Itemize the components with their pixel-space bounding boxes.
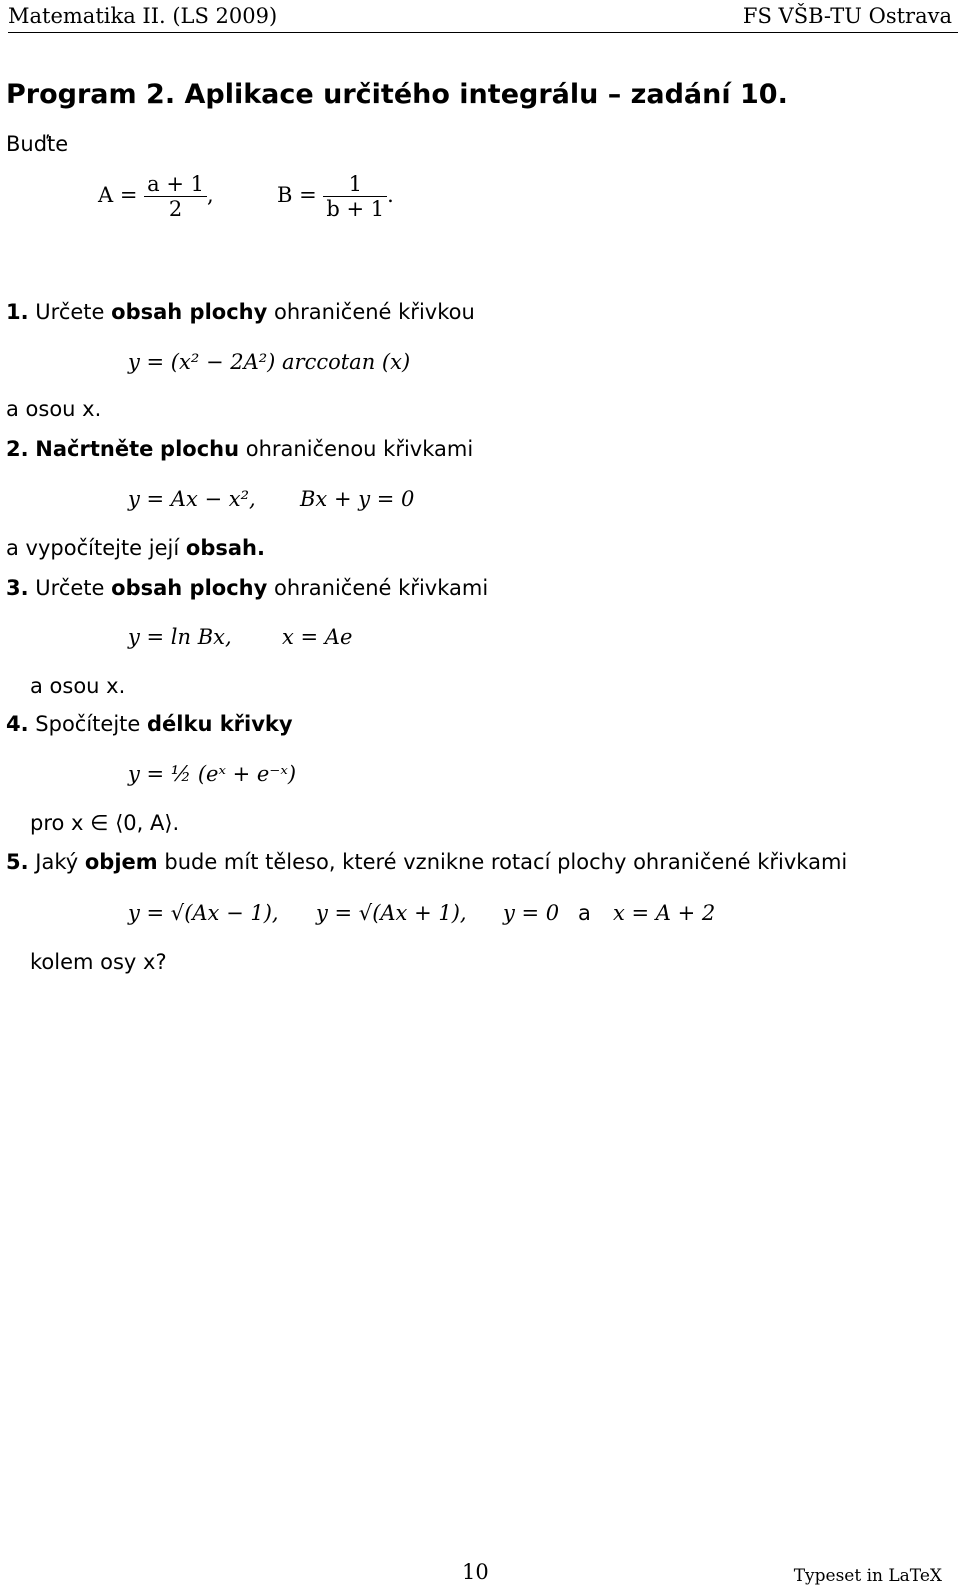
task-5-formula-2: y = √(Ax + 1), xyxy=(316,901,467,925)
task-2-formula-a: y = Ax − x², xyxy=(128,487,256,511)
task-5-formula-3: y = 0 xyxy=(503,901,560,925)
task-5-formula-4: x = A + 2 xyxy=(613,901,716,925)
def-a-fraction: $\frac{a + 1}{2}$ xyxy=(144,172,207,221)
page-number: 10 xyxy=(462,1560,489,1584)
header-right: FS VŠB-TU Ostrava xyxy=(742,4,952,28)
task-3-tail: a osou x. xyxy=(30,674,126,698)
task-4-heading: 4. Spočítejte délku křivky xyxy=(6,712,293,736)
intro-text: Buďte xyxy=(6,132,69,156)
page-title: Program 2. Aplikace určitého integrálu – zadání 10. xyxy=(6,79,788,110)
task-1-tail: a osou x. xyxy=(6,397,102,421)
def-b-fraction: $\frac{1}{b + 1}$ xyxy=(323,172,387,221)
task-5-conjunction: a xyxy=(578,901,591,925)
task-5-formula-1: y = √(Ax − 1), xyxy=(128,901,279,925)
def-a-lhs: A = xyxy=(98,183,138,207)
definitions: A = $\frac{a + 1}{2}$ , B = $\frac{1}{b + 1}$ . xyxy=(98,172,394,221)
task-2-formula-b: Bx + y = 0 xyxy=(300,487,415,511)
task-4-tail: pro x ∈ ⟨0, A⟩. xyxy=(30,811,180,835)
task-5-tail: kolem osy x? xyxy=(30,950,167,974)
task-5-heading: 5. Jaký objem bude mít těleso, které vznikne rotací plochy ohraničené křivkami xyxy=(6,850,848,874)
header-left: Matematika II. (LS 2009) xyxy=(8,4,278,28)
typeset-note: Typeset in LaTeX xyxy=(793,1566,942,1586)
task-1-formula: y = (x² − 2A²) arccotan (x) xyxy=(128,350,411,374)
header-rule xyxy=(8,32,958,33)
task-3-formula-b: x = Ae xyxy=(282,625,353,649)
task-1-heading: 1. Určete obsah plochy ohraničené křivkou xyxy=(6,300,475,324)
task-2-heading: 2. Načrtněte plochu ohraničenou křivkami xyxy=(6,437,474,461)
task-3-heading: 3. Určete obsah plochy ohraničené křivkami xyxy=(6,576,489,600)
def-b-lhs: B = xyxy=(277,183,317,207)
task-2-tail: a vypočítejte její obsah. xyxy=(6,536,265,560)
task-4-formula: y = ½ (eˣ + e⁻ˣ) xyxy=(128,762,297,786)
task-3-formula-a: y = ln Bx, xyxy=(128,625,232,649)
